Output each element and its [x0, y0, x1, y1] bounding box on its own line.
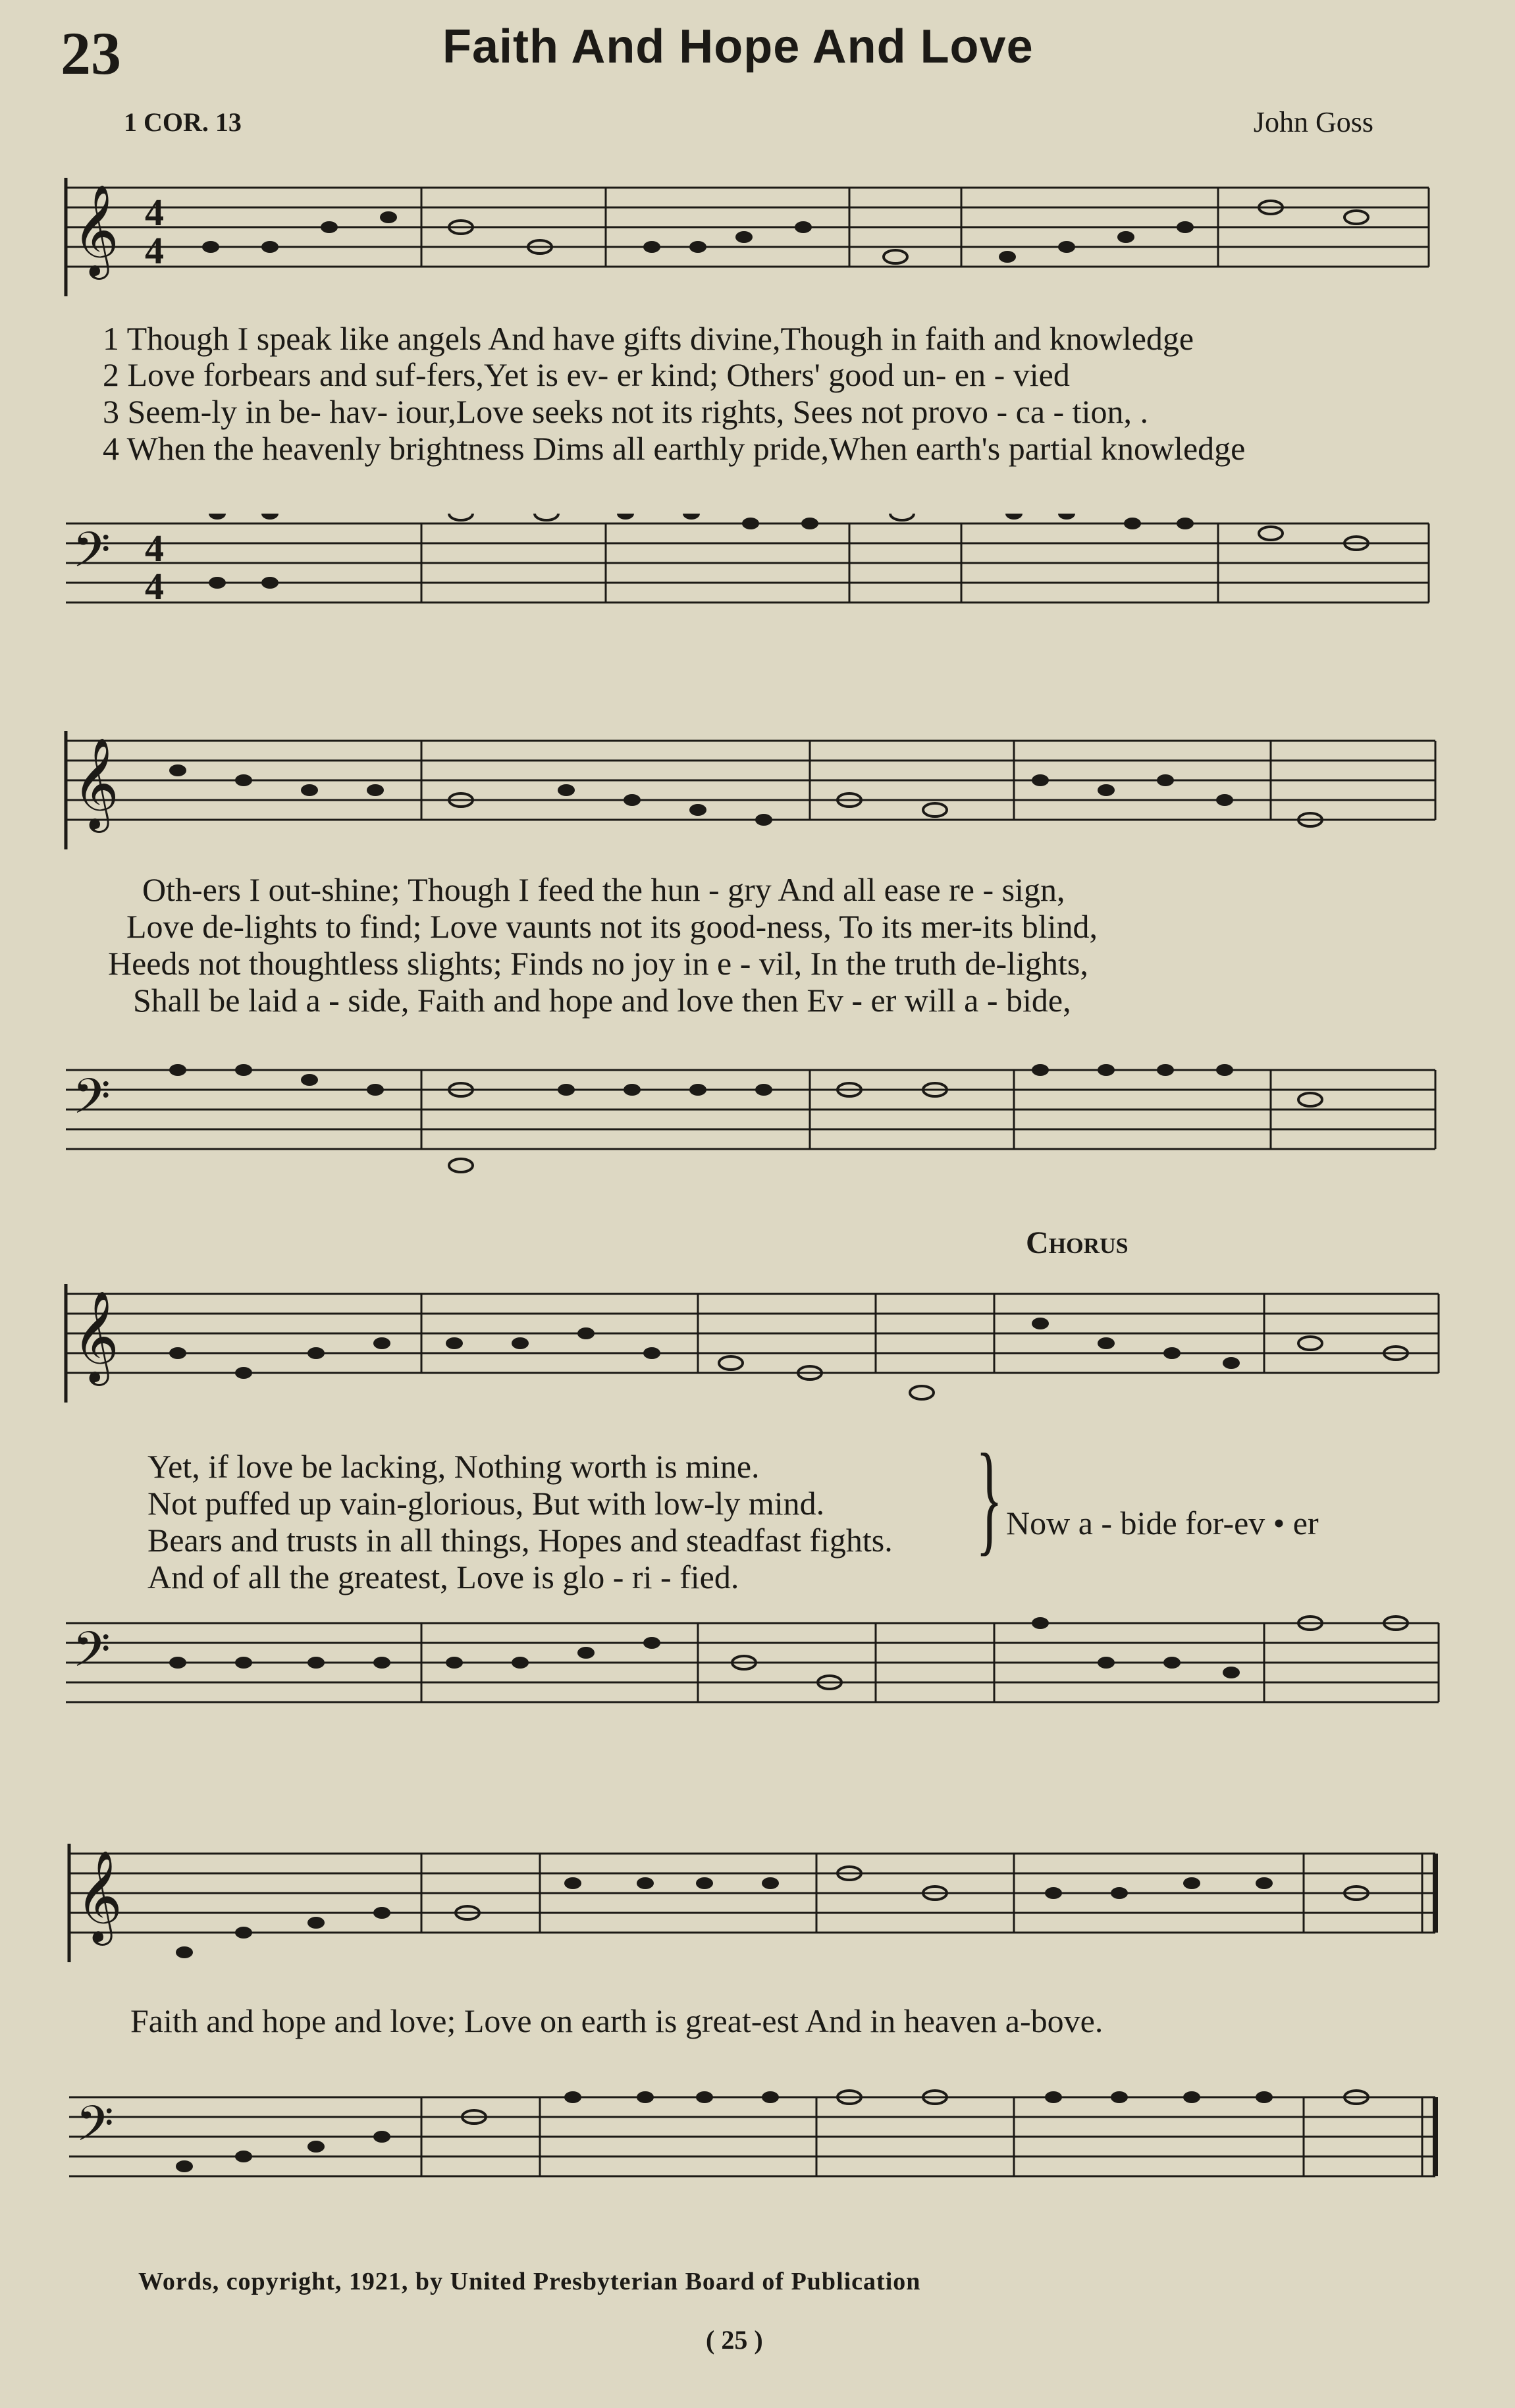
system-1-treble-staff	[0, 178, 1515, 296]
verse-4-line-2: Shall be laid a - side, Faith and hope and love then Ev - er will a - bide,	[133, 982, 1071, 1019]
verse-brace: }	[976, 1429, 1003, 1567]
svg-text:𝄢: 𝄢	[72, 1068, 111, 1137]
svg-text:𝄞: 𝄞	[72, 737, 119, 829]
copyright-notice: Words, copyright, 1921, by United Presbyterian Board of Publication	[138, 2268, 921, 2295]
svg-text:4: 4	[145, 565, 164, 608]
system-4-treble-staff	[0, 1844, 1515, 1962]
verse-4-line-1: 4 When the heavenly brightness Dims all earthly pride,When earth's partial knowledge	[103, 430, 1246, 467]
verse-3-line-2: Heeds not thoughtless slights; Finds no joy in e - vil, In the truth de-lights,	[108, 945, 1088, 982]
verse-1-line-2: Oth-ers I out-shine; Though I feed the hun - gry And all ease re - sign,	[142, 871, 1065, 908]
scripture-reference: 1 COR. 13	[124, 107, 242, 137]
svg-text:4: 4	[145, 191, 164, 234]
hymn-number: 23	[61, 20, 121, 87]
verse-1-line-1: 1 Though I speak like angels And have gifts divine,Though in faith and knowledge	[103, 320, 1194, 357]
svg-text:4: 4	[145, 527, 164, 570]
chorus-line-2: Faith and hope and love; Love on earth is great-est And in heaven a-bove.	[130, 2002, 1103, 2039]
verse-4-line-3: And of all the greatest, Love is glo - ri - fied.	[147, 1559, 739, 1595]
svg-text:𝄢: 𝄢	[72, 1621, 111, 1690]
chorus-label: Chorus	[1026, 1225, 1129, 1260]
composer-credit: John Goss	[1253, 106, 1373, 138]
system-1-bass-staff	[0, 514, 1515, 632]
verse-2-line-1: 2 Love forbears and suf-fers,Yet is ev- er kind; Others' good un- en - vied	[103, 356, 1070, 393]
svg-text:𝄞: 𝄞	[72, 184, 119, 276]
system-3-bass-staff	[0, 1613, 1515, 1732]
page-number: ( 25 )	[706, 2325, 763, 2355]
system-2-bass-staff	[0, 1060, 1515, 1179]
chorus-line-1: Now a - bide for-ev • er	[1006, 1505, 1319, 1541]
svg-text:𝄞: 𝄞	[72, 1291, 119, 1382]
svg-text:𝄢: 𝄢	[76, 2095, 114, 2164]
verse-1-line-3: Yet, if love be lacking, Nothing worth is mine.	[147, 1448, 760, 1485]
system-2-treble-staff	[0, 731, 1515, 849]
verse-2-line-3: Not puffed up vain-glorious, But with low-ly mind.	[147, 1485, 825, 1522]
verse-3-line-3: Bears and trusts in all things, Hopes and steadfast fights.	[147, 1522, 893, 1559]
hymn-title: Faith And Hope And Love	[442, 20, 1034, 73]
svg-text:4: 4	[145, 229, 164, 272]
verse-3-line-1: 3 Seem-ly in be- hav- iour,Love seeks not its rights, Sees not provo - ca - tion, .	[103, 393, 1148, 430]
svg-text:𝄞: 𝄞	[76, 1850, 122, 1942]
system-3-treble-staff	[0, 1284, 1515, 1403]
system-4-bass-staff	[0, 2087, 1515, 2206]
verse-2-line-2: Love de-lights to find; Love vaunts not its good-ness, To its mer-its blind,	[126, 908, 1098, 945]
svg-text:𝄢: 𝄢	[72, 522, 111, 591]
